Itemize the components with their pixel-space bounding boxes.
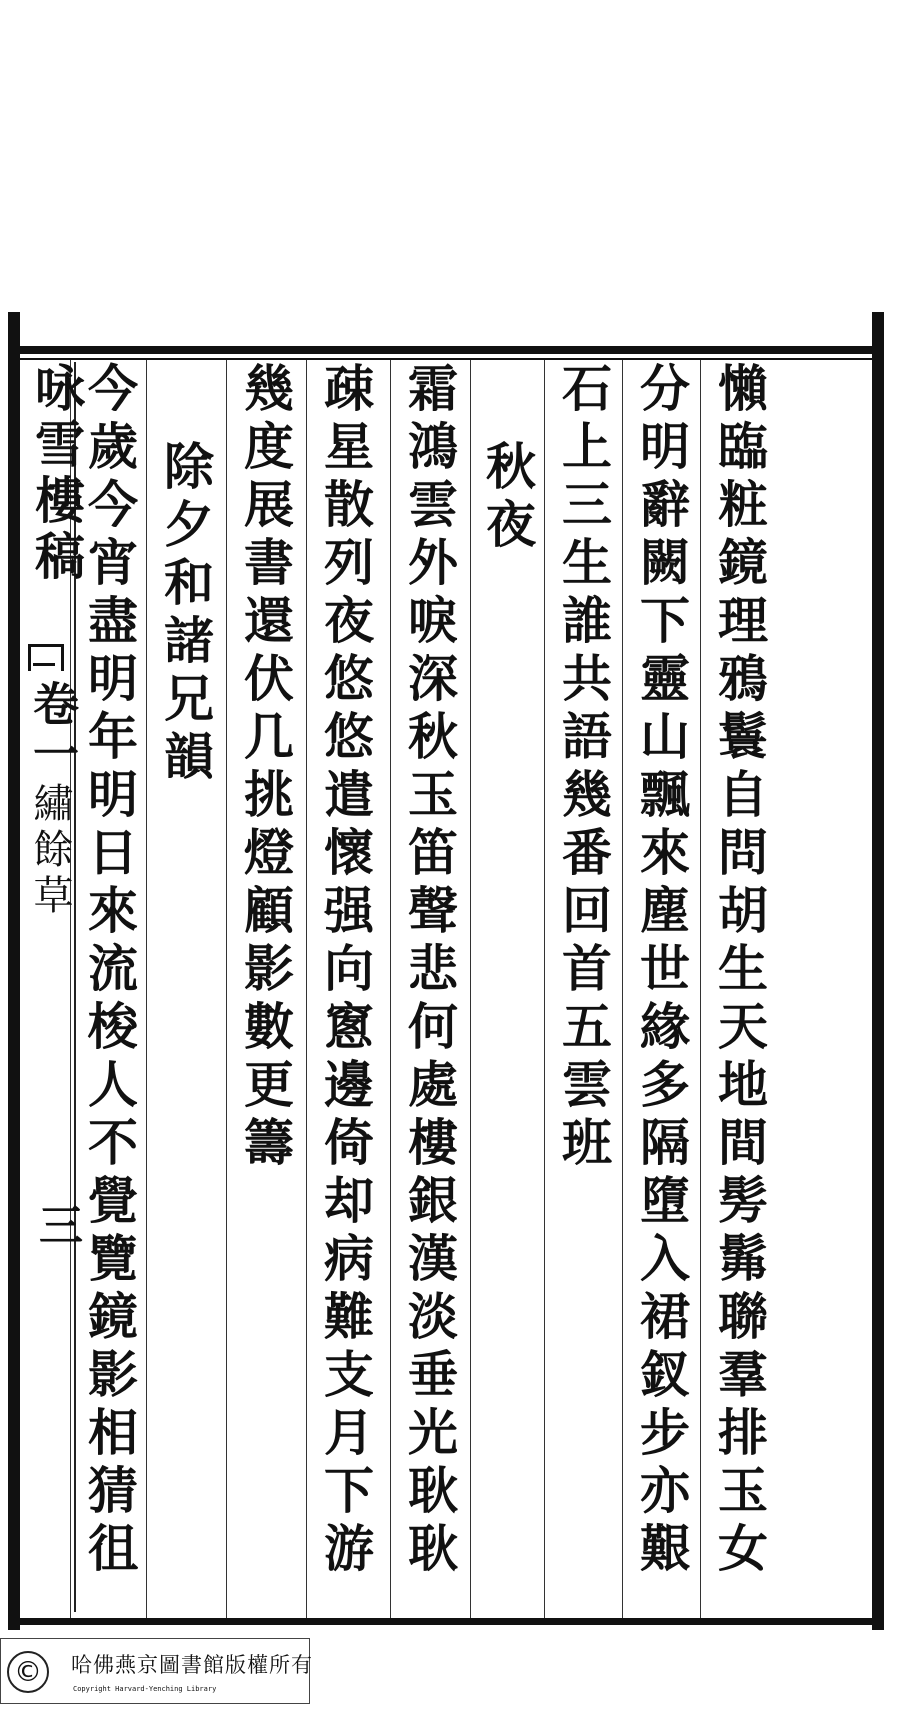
- page-number: 三: [31, 1202, 82, 1246]
- top-border: [14, 346, 880, 354]
- book-title: 咏雪樓稿: [27, 362, 86, 586]
- poem2-title: 秋夜: [478, 440, 537, 556]
- poem2-line2: 疎星散列夜悠悠遣懷强向窻邊倚却病難支月下游: [316, 362, 375, 1580]
- poem3-title: 除夕和諸兄韻: [156, 440, 215, 788]
- poem1-line1: 懶臨粧鏡理鴉鬟自問胡生天地間髣髴聯羣排玉女: [710, 362, 769, 1580]
- top-border-thin: [14, 358, 880, 360]
- bottom-border: [14, 1618, 880, 1625]
- poem1-line2: 分明辭闕下靈山飄來塵世緣多隔墮入裙釵步亦艱: [632, 362, 691, 1580]
- copyright-english: Copyright Harvard-Yenching Library: [73, 1685, 217, 1693]
- column-divider: [622, 360, 623, 1618]
- column-divider: [306, 360, 307, 1618]
- column-divider: [470, 360, 471, 1618]
- poem3-line1: 今歲今宵盡明年明日來流梭人不覺覽鏡影相猜徂: [80, 362, 139, 1580]
- fish-tail-icon: [28, 644, 64, 671]
- volume-label: 卷一: [26, 680, 80, 780]
- copyright-chinese: 哈佛燕京圖書館版權所有: [71, 1653, 313, 1677]
- section-label: 繡餘草: [27, 782, 73, 920]
- column-divider: [146, 360, 147, 1618]
- copyright-notice: [0, 1638, 313, 1704]
- poem2-line1: 霜鴻雲外唳深秋玉笛聲悲何處樓銀漢淡垂光耿耿: [400, 362, 459, 1580]
- column-divider: [544, 360, 545, 1618]
- poem2-line3: 幾度展書還伏几挑燈顧影數更籌: [236, 362, 295, 1174]
- column-divider: [700, 360, 701, 1618]
- copyright-icon: ©: [7, 1651, 49, 1693]
- column-divider: [390, 360, 391, 1618]
- block-margin: [14, 362, 86, 1612]
- poem1-line3: 石上三生誰共語幾番回首五雲班: [554, 362, 613, 1174]
- column-divider: [226, 360, 227, 1618]
